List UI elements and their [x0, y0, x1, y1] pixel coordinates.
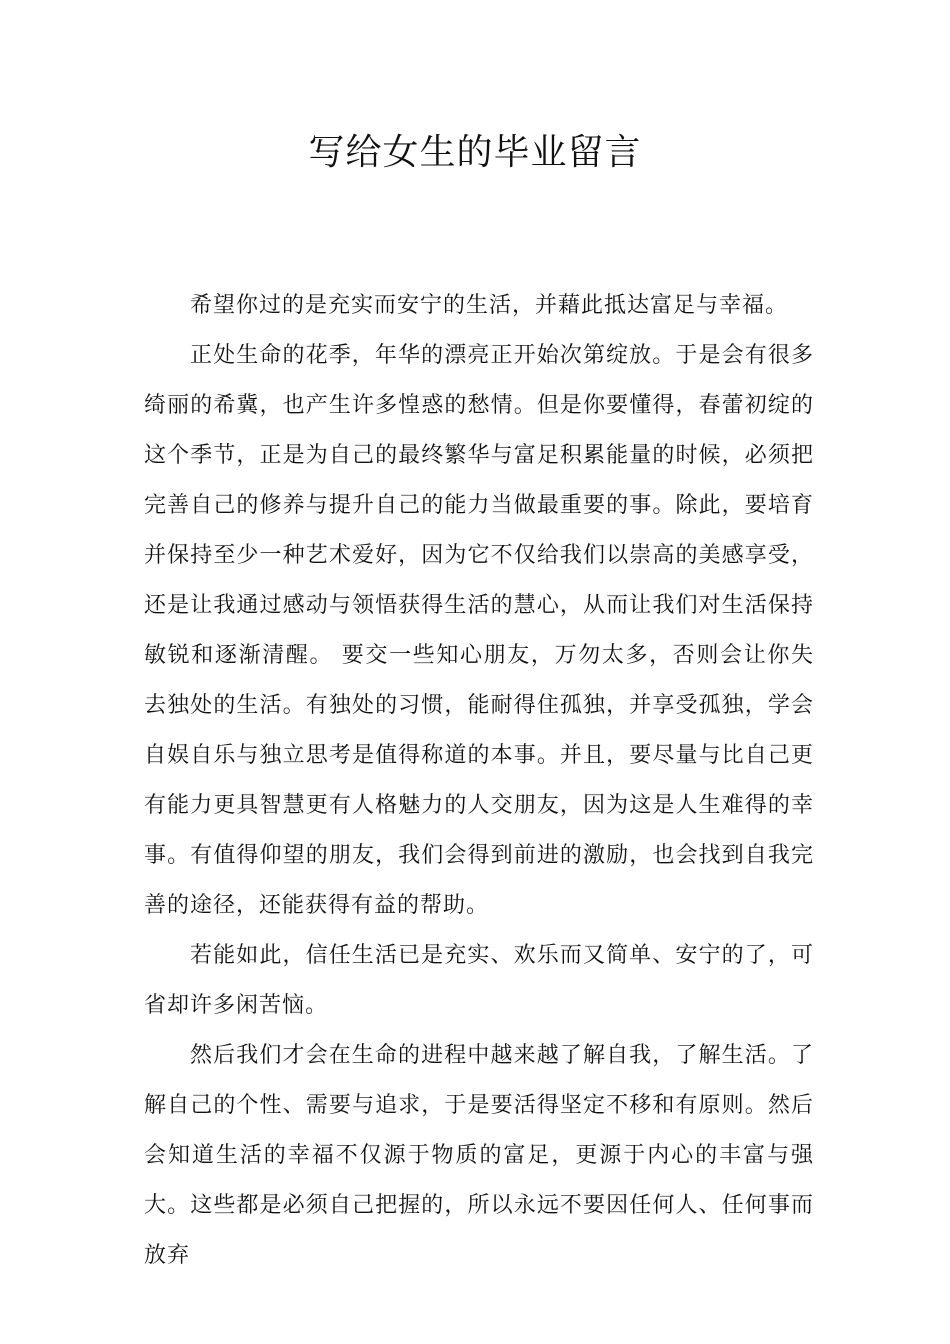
paragraph-2: 正处生命的花季，年华的漂亮正开始次第绽放。于是会有很多绮丽的希冀，也产生许多惶惑的愁情。但是你要懂得，春蕾初绽的这个季节，正是为自己的最终繁华与富足积累能量的时候，必须把完善自己的修养与提升自己的能力当做最重要的事。除此，要培育并保持至少一种艺术爱好，因为它不仅给我们以崇高的美感享受，还是让我通过感动与领悟获得生活的慧心，从而让我们对生活保持敏锐和逐渐清醒。 要交一些知心朋友，万勿太多，否则会让你失去独处的生活。有独处的习惯，能耐得住孤独，并享受孤独，学会自娱自乐与独立思考是值得称道的本事。并且，要尽量与比自己更有能力更具智慧更有人格魅力的人交朋友，因为这是人生难得的幸事。有值得仰望的朋友，我们会得到前进的激励，也会找到自我完善的途径，还能获得有益的帮助。 [144, 343, 814, 918]
document-title: 写给女生的毕业留言 [308, 132, 642, 173]
document-body [144, 281, 814, 1281]
paragraph-3: 若能如此，信任生活已是充实、欢乐而又简单、安宁的了，可省却许多闲苦恼。 [144, 943, 814, 1018]
paragraph-1: 希望你过的是充实而安宁的生活，并藉此抵达富足与幸福。 [190, 293, 789, 318]
paragraph-4: 然后我们才会在生命的进程中越来越了解自我，了解生活。了解自己的个性、需要与追求，于是要活得坚定不移和有原则。然后会知道生活的幸福不仅源于物质的富足，更源于内心的丰富与强大。这些都是必须自己把握的，所以永远不要因任何人、任何事而放弃 [144, 1043, 814, 1268]
